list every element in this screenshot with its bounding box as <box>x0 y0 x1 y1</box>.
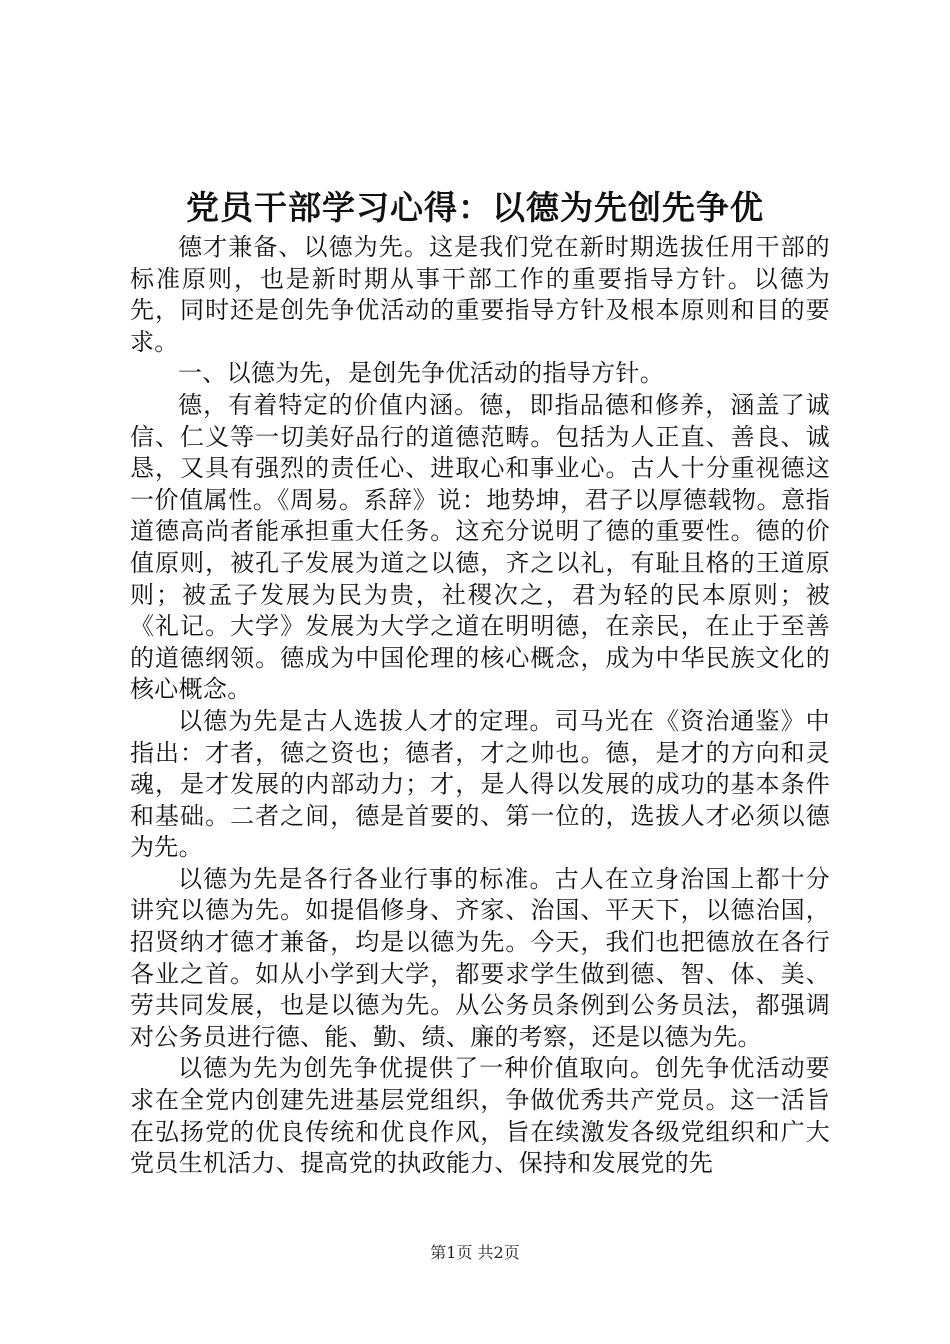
paragraph: 以德为先是古人选拔人才的定理。司马光在《资治通鉴》中指出：才者，德之资也；德者，才之帅也。德，是才的方向和灵魂，是才发展的内部动力；才，是人得以发展的成功的基本条件和基础。二者之间，德是首要的、第一位的，选拔人才必须以德为先。 <box>130 706 830 862</box>
page-title: 党员干部学习心得：以德为先创先争优 <box>186 188 764 227</box>
paragraph: 以德为先为创先争优提供了一种价值取向。创先争优活动要求在全党内创建先进基层党组织，争做优秀共产党员。这一活旨在弘扬党的优良传统和优良作风，旨在续激发各级党组织和广大党员生机活力、提高党的执政能力、保持和发展党的先 <box>130 1054 830 1178</box>
page-number-footer: 第1页 共2页 <box>430 1243 520 1262</box>
document-body <box>130 232 830 1180</box>
paragraph: 德才兼备、以德为先。这是我们党在新时期选拔任用干部的标准原则，也是新时期从事干部工作的重要指导方针。以德为先，同时还是创先争优活动的重要指导方针及根本原则和目的要求。 <box>130 233 830 356</box>
section-heading: 一、以德为先，是创先争优活动的指导方针。 <box>178 359 664 388</box>
paragraph: 德，有着特定的价值内涵。德，即指品德和修养，涵盖了诚信、仁义等一切美好品行的道德范畴。包括为人正直、善良、诚恳，又具有强烈的责任心、进取心和事业心。古人十分重视德这一价值属性。《周易。系辞》说：地势坤，君子以厚德载物。意指道德高尚者能承担重大任务。这充分说明了德的重要性。德的价值原则，被孔子发展为道之以德，齐之以礼，有耻且格的王道原则；被孟子发展为民为贵，社稷次之，君为轻的民本原则；被《礼记。大学》发展为大学之道在明明德，在亲民，在止于至善的道德纲领。德成为中国伦理的核心概念，成为中华民族文化的核心概念。 <box>130 390 830 704</box>
paragraph: 以德为先是各行各业行事的标准。古人在立身治国上都十分讲究以德为先。如提倡修身、齐家、治国、平天下，以德治国，招贤纳才德才兼备，均是以德为先。今天，我们也把德放在各行各业之首。如从小学到大学，都要求学生做到德、智、体、美、劳共同发展，也是以德为先。从公务员条例到公务员法，都强调对公务员进行德、能、勤、绩、廉的考察，还是以德为先。 <box>130 864 830 1051</box>
